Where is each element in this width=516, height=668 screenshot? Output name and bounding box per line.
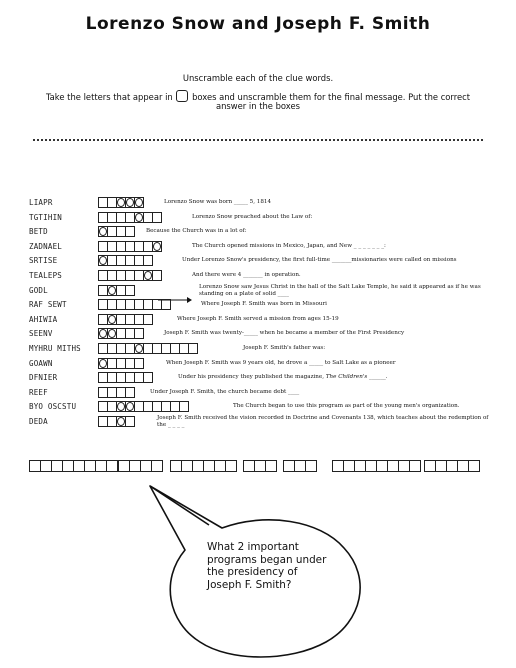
instruction-line-2-start: Take the letters that appear in bbox=[45, 92, 173, 102]
scrambled-word: ZADNAEL bbox=[29, 242, 63, 251]
scrambled-word: SEENV bbox=[29, 329, 53, 338]
scrambled-word: TEALEPS bbox=[29, 271, 63, 280]
clue-main: When Joseph F. Smith was 9 years old, he drove a _____ to Salt Lake as a pioneer bbox=[166, 360, 396, 366]
scrambled-word: SRTISE bbox=[29, 256, 58, 265]
instruction-line-2-end: boxes and unscramble them for the final message. Put the correct bbox=[192, 92, 471, 102]
scrambled-word: REEF bbox=[29, 388, 48, 397]
scrambled-word: GODL bbox=[29, 286, 48, 295]
scrambled-word: LIAPR bbox=[29, 198, 53, 207]
scrambled-word: TGTIHIN bbox=[29, 213, 63, 222]
clue-end: ______. bbox=[367, 374, 388, 380]
clue-main: The Church opened missions in Mexico, Japan, and New _ _ _ _ _ _ _: bbox=[192, 243, 386, 249]
clue-main: Because the Church was in a lot of: bbox=[146, 228, 247, 234]
scrambled-word: MYHRU MITHS bbox=[29, 344, 81, 353]
clue-main: And there were 4 _______ in operation. bbox=[192, 272, 301, 278]
magazine-title: The Children's bbox=[324, 374, 368, 380]
clue-main: Joseph F. Smith's father was: bbox=[243, 345, 326, 351]
clue-main: Where Joseph F. Smith was born in Missouri bbox=[201, 301, 327, 307]
scrambled-word: RAF SEWT bbox=[29, 300, 67, 309]
clue-main: Under his presidency they published the magazine, bbox=[178, 374, 324, 380]
clue-main: Lorenzo Snow was born _____ 5, 1814 bbox=[164, 199, 272, 205]
scrambled-word: DFNIER bbox=[29, 373, 58, 382]
clue-main: Joseph F. Smith was twenty-_____ when he became a member of the First Presidency bbox=[164, 330, 405, 336]
instruction-line-1: Unscramble each of the clue words. bbox=[182, 73, 334, 83]
clue-main: The Church began to use this program as part of the young men's organization. bbox=[233, 403, 460, 409]
scrambled-word: DEDA bbox=[29, 417, 48, 426]
scrambled-word: BYO OSCSTU bbox=[29, 402, 77, 411]
clue-main: Joseph F. Smith received the vision recorded in Doctrine and Covenants 138, which teaches about the redemption of the _ _ _ _ bbox=[157, 415, 489, 428]
clue-main: Lorenzo Snow saw Jesus Christ in the hall of the Salt Lake Temple, he said it appeared as if he was standing on a plate of solid ____ bbox=[199, 284, 481, 297]
scrambled-word: GOAWN bbox=[29, 359, 53, 368]
clue-main: Under Joseph F. Smith, the church became debt ____ bbox=[150, 389, 300, 395]
clue-main: Where Joseph F. Smith served a mission from ages 15-19 bbox=[177, 316, 339, 322]
scrambled-word: BETD bbox=[29, 227, 48, 236]
scrambled-word: AHIWIA bbox=[29, 315, 58, 324]
bubble-question: What 2 important programs began under the presidency of Joseph F. Smith? bbox=[207, 541, 327, 591]
page-title: Lorenzo Snow and Joseph F. Smith bbox=[85, 14, 431, 34]
instruction-line-3: answer in the boxes bbox=[215, 101, 300, 111]
clue-main: Under Lorenzo Snow's presidency, the first full-time _______missionaries were called on missions bbox=[182, 257, 457, 263]
clue-main: Lorenzo Snow preached about the Law of: bbox=[192, 214, 313, 220]
